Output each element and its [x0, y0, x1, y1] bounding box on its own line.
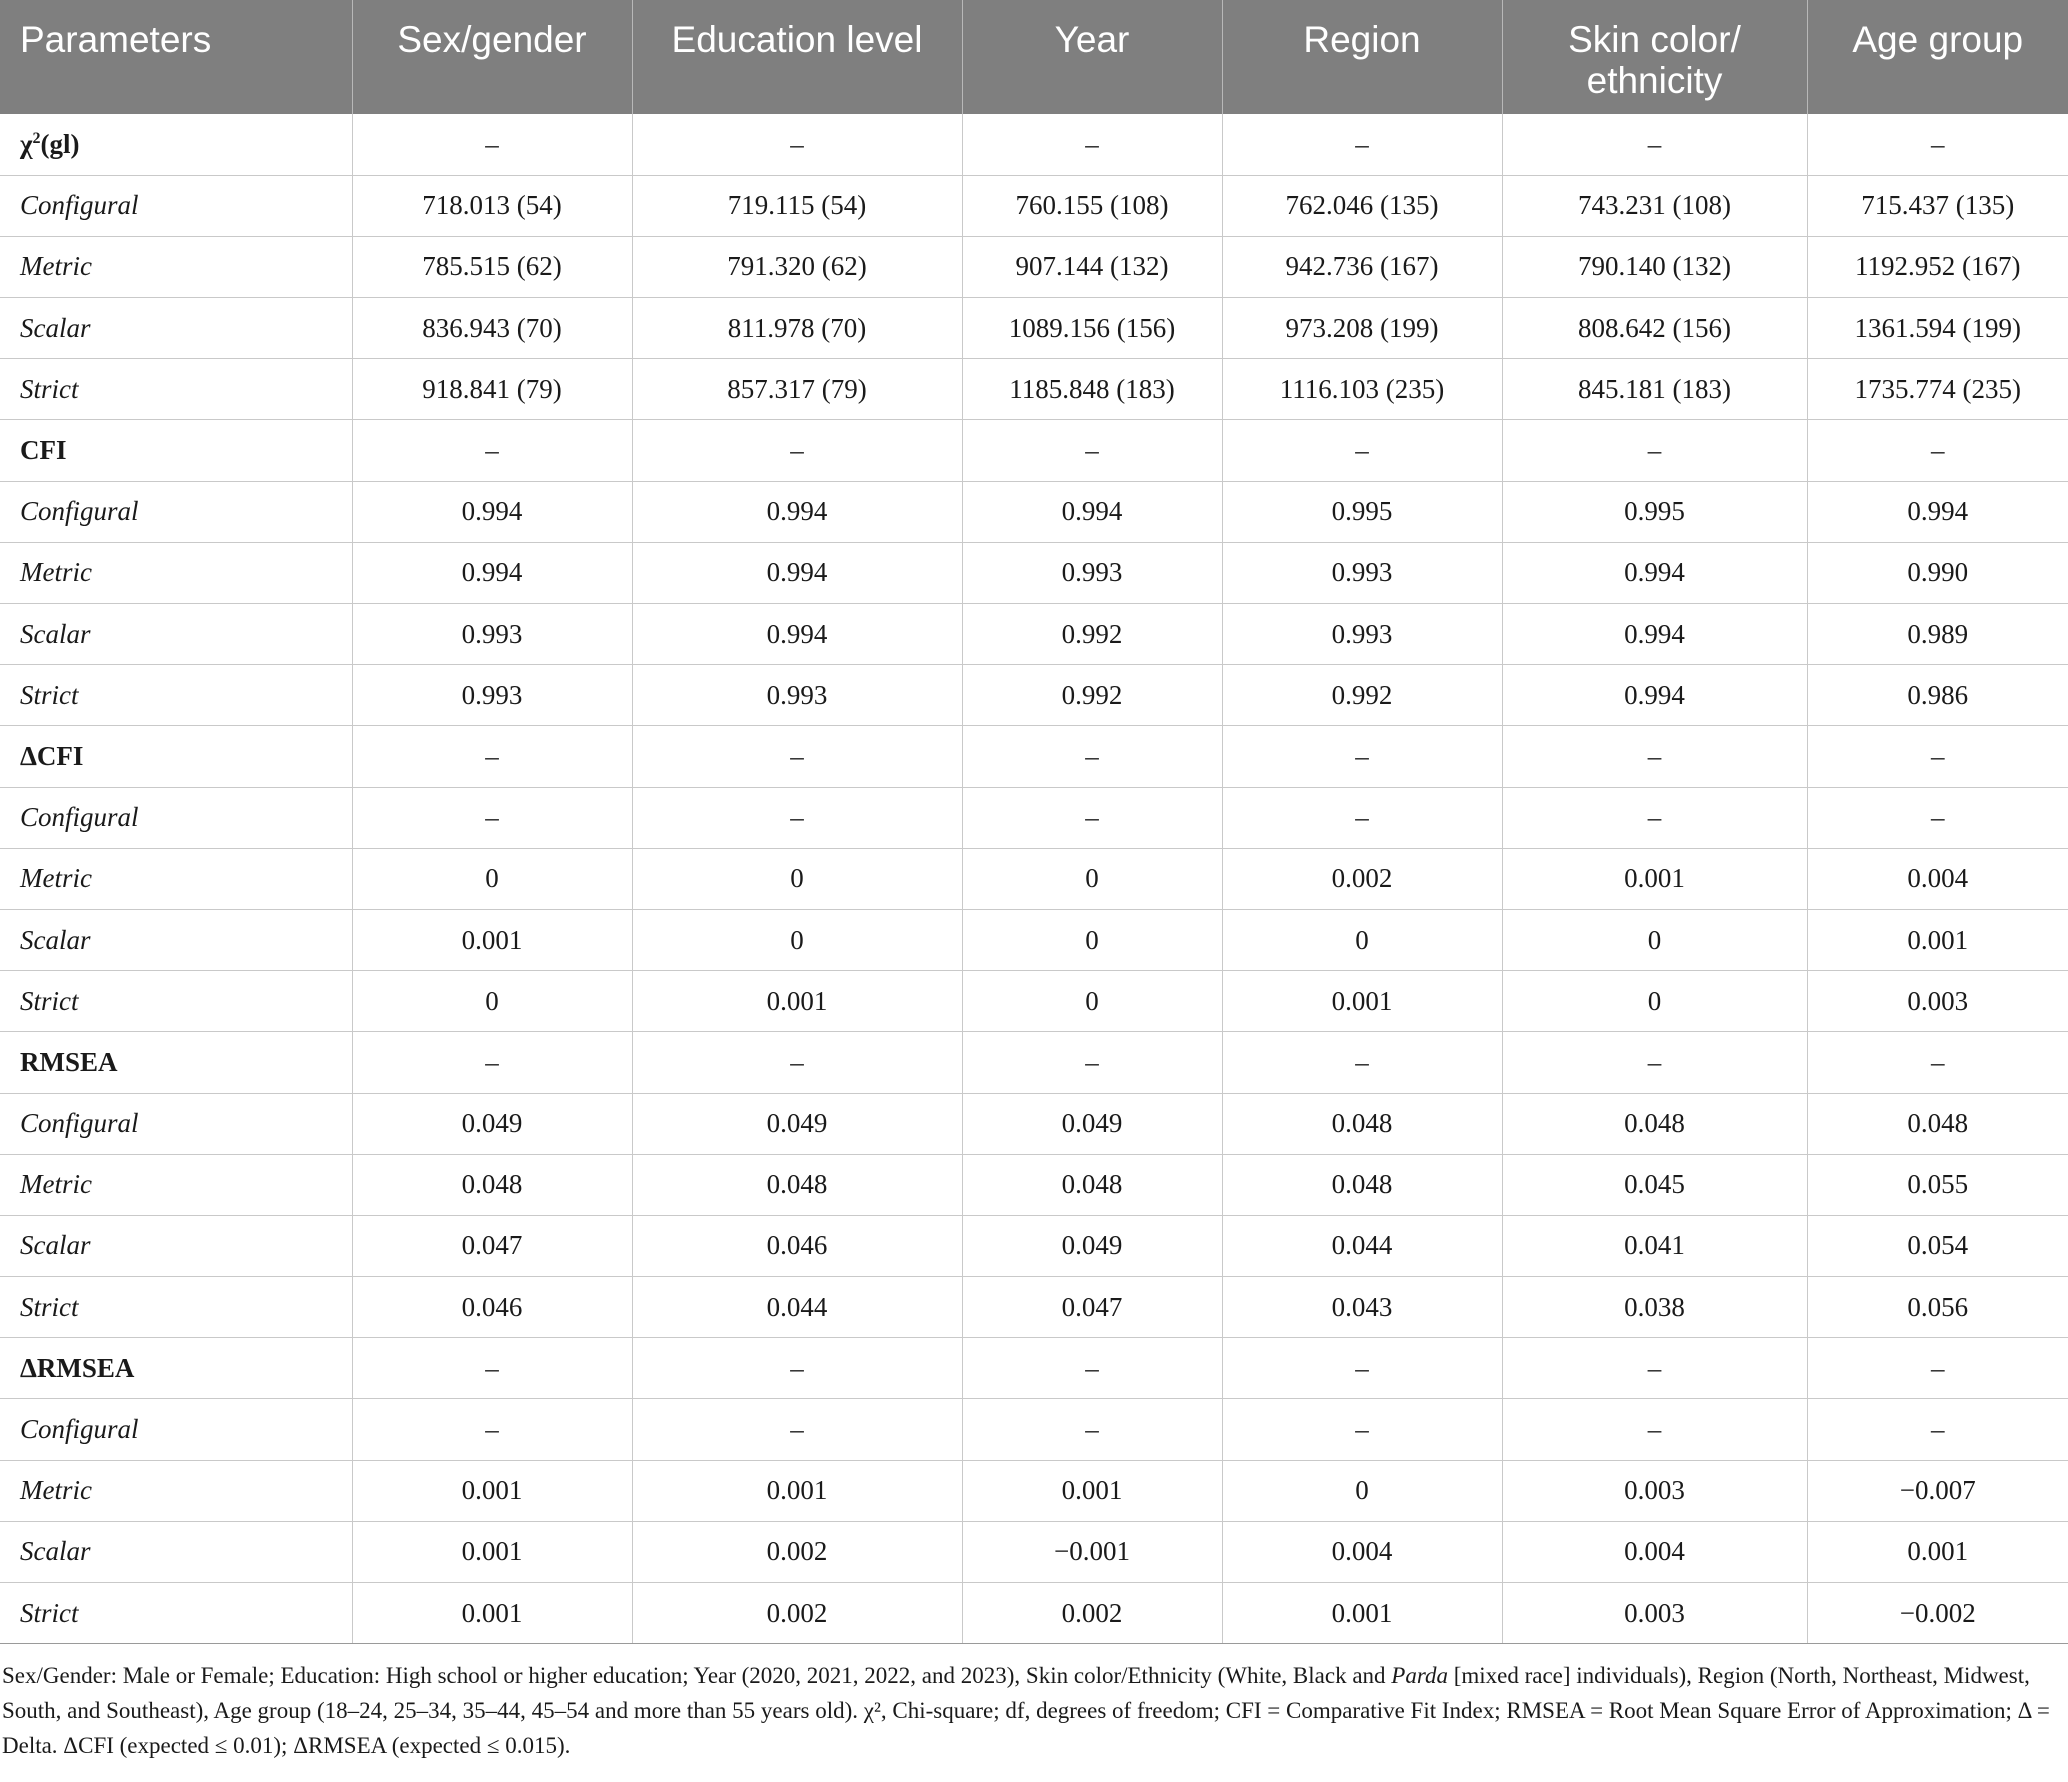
table-cell: 0.993	[962, 542, 1222, 603]
table-cell: –	[1807, 787, 2068, 848]
table-cell: 0.994	[1502, 604, 1807, 665]
table-cell: 0.046	[352, 1277, 632, 1338]
table-cell: 0.049	[632, 1093, 962, 1154]
table-cell: 0.048	[632, 1154, 962, 1215]
header-label: Education level	[671, 19, 923, 60]
table-cell: 0.993	[352, 665, 632, 726]
table-cell: 0.989	[1807, 604, 2068, 665]
table-cell: 0	[352, 848, 632, 909]
table-cell: 0.001	[1222, 971, 1502, 1032]
table-cell: 0.001	[1807, 909, 2068, 970]
table-cell: 0.993	[1222, 542, 1502, 603]
table-cell: –	[1222, 726, 1502, 787]
table-cell: 0.003	[1502, 1583, 1807, 1644]
table-row	[0, 1093, 2068, 1154]
table-cell: –	[962, 787, 1222, 848]
section-row	[0, 1338, 2068, 1399]
table-cell: 845.181 (183)	[1502, 359, 1807, 420]
table-cell: 0.994	[1502, 665, 1807, 726]
row-label: Metric	[0, 848, 352, 909]
table-cell: 0.048	[1222, 1093, 1502, 1154]
table-row	[0, 971, 2068, 1032]
table-cell: 0.992	[962, 665, 1222, 726]
header-education-level	[632, 0, 962, 114]
table-cell: –	[1502, 1032, 1807, 1093]
table-cell: –	[352, 787, 632, 848]
footnote-text: Sex/Gender: Male or Female; Education: High school or higher education; Year (2020, 2021, 2022, and 2023), Skin color/Ethnicity (White, Black and	[2, 1663, 1392, 1688]
table-cell: 743.231 (108)	[1502, 175, 1807, 236]
table-cell: 0.046	[632, 1215, 962, 1276]
row-label: Configural	[0, 1399, 352, 1460]
row-label: Configural	[0, 481, 352, 542]
table-cell: 0	[632, 848, 962, 909]
table-cell: 760.155 (108)	[962, 175, 1222, 236]
table-cell: 0	[632, 909, 962, 970]
header-parameters	[0, 0, 352, 114]
row-label: Scalar	[0, 298, 352, 359]
table-cell: 0.994	[632, 481, 962, 542]
table-cell: 973.208 (199)	[1222, 298, 1502, 359]
table-cell: 0.049	[962, 1215, 1222, 1276]
table-cell: –	[632, 420, 962, 481]
table-cell: –	[352, 114, 632, 175]
header-label: Region	[1303, 19, 1421, 60]
table-cell: 1089.156 (156)	[962, 298, 1222, 359]
table-cell: 0.038	[1502, 1277, 1807, 1338]
table-cell: 808.642 (156)	[1502, 298, 1807, 359]
table-cell: 0.002	[1222, 848, 1502, 909]
row-label: Metric	[0, 236, 352, 297]
table-cell: –	[1222, 1399, 1502, 1460]
table-cell: –	[1807, 420, 2068, 481]
table-cell: 0.048	[1222, 1154, 1502, 1215]
table-cell: –	[1222, 114, 1502, 175]
table-cell: 762.046 (135)	[1222, 175, 1502, 236]
table-cell: –	[962, 420, 1222, 481]
table-cell: 0	[352, 971, 632, 1032]
table-cell: 0.044	[632, 1277, 962, 1338]
header-skin-color-ethnicity	[1502, 0, 1807, 114]
table-cell: 907.144 (132)	[962, 236, 1222, 297]
table-cell: 0.994	[1502, 542, 1807, 603]
table-row	[0, 298, 2068, 359]
table-cell: 0.993	[1222, 604, 1502, 665]
row-label: Metric	[0, 1460, 352, 1521]
table-cell: 0	[1502, 909, 1807, 970]
section-label: ΔRMSEA	[0, 1338, 352, 1399]
table-cell: 0.001	[1502, 848, 1807, 909]
table-cell: 0.994	[632, 604, 962, 665]
table-row	[0, 175, 2068, 236]
table-cell: –	[962, 1338, 1222, 1399]
row-label: Strict	[0, 359, 352, 420]
row-label: Configural	[0, 1093, 352, 1154]
table-row	[0, 542, 2068, 603]
table-cell: 0.001	[352, 909, 632, 970]
header-row	[0, 0, 2068, 114]
table-cell: 715.437 (135)	[1807, 175, 2068, 236]
table-cell: 718.013 (54)	[352, 175, 632, 236]
row-label: Scalar	[0, 1215, 352, 1276]
table-cell: −0.001	[962, 1521, 1222, 1582]
table-cell: 1192.952 (167)	[1807, 236, 2068, 297]
table-cell: 0.001	[352, 1460, 632, 1521]
table-cell: −0.002	[1807, 1583, 2068, 1644]
table-cell: 0.001	[1807, 1521, 2068, 1582]
table-row	[0, 909, 2068, 970]
row-label: Metric	[0, 542, 352, 603]
table-cell: 0.995	[1502, 481, 1807, 542]
table-cell: 0.045	[1502, 1154, 1807, 1215]
header-region	[1222, 0, 1502, 114]
table-cell: –	[632, 114, 962, 175]
table-cell: –	[1807, 114, 2068, 175]
table-cell: 0.048	[1502, 1093, 1807, 1154]
table-cell: 918.841 (79)	[352, 359, 632, 420]
row-label: Strict	[0, 971, 352, 1032]
row-label: Strict	[0, 1583, 352, 1644]
table-cell: 1735.774 (235)	[1807, 359, 2068, 420]
table-row	[0, 665, 2068, 726]
header-age-group	[1807, 0, 2068, 114]
table-cell: –	[632, 1399, 962, 1460]
table-cell: –	[1222, 787, 1502, 848]
table-cell: 0.995	[1222, 481, 1502, 542]
table-row	[0, 359, 2068, 420]
table-row	[0, 787, 2068, 848]
table-cell: 0.048	[352, 1154, 632, 1215]
table-cell: 0.001	[962, 1460, 1222, 1521]
table-cell: 0.993	[352, 604, 632, 665]
table-cell: −0.007	[1807, 1460, 2068, 1521]
table-row	[0, 1154, 2068, 1215]
table-cell: 0	[962, 909, 1222, 970]
table-cell: –	[962, 1399, 1222, 1460]
table-cell: 0.001	[632, 971, 962, 1032]
table-cell: –	[632, 1338, 962, 1399]
section-label: CFI	[0, 420, 352, 481]
table-cell: –	[352, 1399, 632, 1460]
table-footnote	[0, 1658, 2052, 1763]
table-cell: 0.992	[962, 604, 1222, 665]
table-cell: 0.044	[1222, 1215, 1502, 1276]
table-cell: 0.994	[632, 542, 962, 603]
table-cell: 0.002	[962, 1583, 1222, 1644]
table-cell: –	[1807, 1338, 2068, 1399]
row-label: Metric	[0, 1154, 352, 1215]
table-row	[0, 1521, 2068, 1582]
table-row	[0, 1583, 2068, 1644]
table-cell: –	[632, 1032, 962, 1093]
table-cell: 0.047	[962, 1277, 1222, 1338]
header-label: Age group	[1852, 19, 2024, 60]
table-cell: –	[1222, 420, 1502, 481]
table-cell: –	[1222, 1338, 1502, 1399]
table-cell: –	[1502, 420, 1807, 481]
table-cell: –	[1807, 726, 2068, 787]
table-cell: 0.003	[1807, 971, 2068, 1032]
table-cell: 0.048	[962, 1154, 1222, 1215]
table-cell: 0.003	[1502, 1460, 1807, 1521]
table-cell: –	[962, 114, 1222, 175]
table-cell: 0.994	[352, 542, 632, 603]
superscript: 2	[32, 129, 41, 147]
table-cell: 0.001	[632, 1460, 962, 1521]
table-cell: 0.004	[1502, 1521, 1807, 1582]
table-cell: 0.043	[1222, 1277, 1502, 1338]
section-row	[0, 1032, 2068, 1093]
table-cell: 0.993	[632, 665, 962, 726]
table-cell: 0.047	[352, 1215, 632, 1276]
table-cell: –	[632, 787, 962, 848]
table-cell: 0.994	[352, 481, 632, 542]
table-cell: –	[1807, 1399, 2068, 1460]
header-year	[962, 0, 1222, 114]
table-row	[0, 604, 2068, 665]
table-cell: 0.049	[352, 1093, 632, 1154]
table-cell: –	[1807, 1032, 2068, 1093]
footnote-italic-text: Parda	[1391, 1663, 1448, 1688]
header-sex-gender	[352, 0, 632, 114]
table-row	[0, 1277, 2068, 1338]
table-cell: 0	[1502, 971, 1807, 1032]
table-cell: –	[1502, 726, 1807, 787]
table-cell: 0.048	[1807, 1093, 2068, 1154]
row-label: Scalar	[0, 604, 352, 665]
table-cell: 0.054	[1807, 1215, 2068, 1276]
table-cell: 0.004	[1222, 1521, 1502, 1582]
table-cell: –	[1502, 787, 1807, 848]
table-cell: 0.002	[632, 1583, 962, 1644]
table-cell: –	[962, 1032, 1222, 1093]
table-cell: 0.994	[1807, 481, 2068, 542]
section-row	[0, 726, 2068, 787]
table-cell: 0.049	[962, 1093, 1222, 1154]
table-cell: –	[352, 420, 632, 481]
table-cell: 0.055	[1807, 1154, 2068, 1215]
table-cell: 785.515 (62)	[352, 236, 632, 297]
section-label: $\chi^2(gl)$	[0, 114, 352, 175]
row-label: Strict	[0, 665, 352, 726]
table-header	[0, 0, 2068, 114]
table-cell: 719.115 (54)	[632, 175, 962, 236]
table-cell: 0.001	[1222, 1583, 1502, 1644]
table-cell: –	[352, 1032, 632, 1093]
table-row	[0, 236, 2068, 297]
row-label: Scalar	[0, 909, 352, 970]
table-cell: 0.992	[1222, 665, 1502, 726]
table-cell: 0	[962, 848, 1222, 909]
header-label: Year	[1054, 19, 1130, 60]
table-cell: –	[1502, 1338, 1807, 1399]
table-cell: 0	[962, 971, 1222, 1032]
table-cell: 0.056	[1807, 1277, 2068, 1338]
table-cell: 0.001	[352, 1521, 632, 1582]
table-cell: 0	[1222, 1460, 1502, 1521]
table-cell: 0.994	[962, 481, 1222, 542]
table-cell: –	[1502, 1399, 1807, 1460]
table-row	[0, 848, 2068, 909]
row-label: Configural	[0, 175, 352, 236]
table-cell: –	[632, 726, 962, 787]
table-cell: –	[962, 726, 1222, 787]
table-cell: 0.002	[632, 1521, 962, 1582]
section-label: RMSEA	[0, 1032, 352, 1093]
table-cell: 811.978 (70)	[632, 298, 962, 359]
table-cell: –	[1502, 114, 1807, 175]
table-cell: 0.004	[1807, 848, 2068, 909]
table-cell: 1116.103 (235)	[1222, 359, 1502, 420]
table-row	[0, 1460, 2068, 1521]
table-cell: 857.317 (79)	[632, 359, 962, 420]
table-cell: 0	[1222, 909, 1502, 970]
table-cell: 0.986	[1807, 665, 2068, 726]
section-label: ΔCFI	[0, 726, 352, 787]
table-row	[0, 1215, 2068, 1276]
table-cell: 836.943 (70)	[352, 298, 632, 359]
table-cell: 1185.848 (183)	[962, 359, 1222, 420]
row-label: Strict	[0, 1277, 352, 1338]
table-row	[0, 481, 2068, 542]
table-cell: 942.736 (167)	[1222, 236, 1502, 297]
table-cell: –	[352, 726, 632, 787]
header-label: Parameters	[20, 19, 212, 60]
table-cell: 790.140 (132)	[1502, 236, 1807, 297]
table-cell: –	[352, 1338, 632, 1399]
table-cell: 0.001	[352, 1583, 632, 1644]
header-label: Skin color/ ethnicity	[1568, 19, 1741, 101]
section-row	[0, 420, 2068, 481]
table-cell: 791.320 (62)	[632, 236, 962, 297]
section-row	[0, 114, 2068, 175]
table-cell: 0.990	[1807, 542, 2068, 603]
table-cell: 1361.594 (199)	[1807, 298, 2068, 359]
footnote-text: [mixed race] individuals), Region (North, Northeast, Midwest, South, and Southeast), Age group (18–24, 25–34, 35–44, 45–54 and more than 55 years old). χ², Chi-square; df, degrees of freedom; CFI = Comparative Fit Index; RMSEA = Root Mean Square Error of Approximation; Δ = Delta. ΔCFI (expected ≤ 0.01); ΔRMSEA (expected ≤ 0.015).	[2, 1663, 2050, 1758]
row-label: Scalar	[0, 1521, 352, 1582]
table-row	[0, 1399, 2068, 1460]
table-cell: 0.041	[1502, 1215, 1807, 1276]
header-label: Sex/gender	[397, 19, 587, 60]
table-body	[0, 114, 2068, 1644]
row-label: Configural	[0, 787, 352, 848]
table-cell: –	[1222, 1032, 1502, 1093]
